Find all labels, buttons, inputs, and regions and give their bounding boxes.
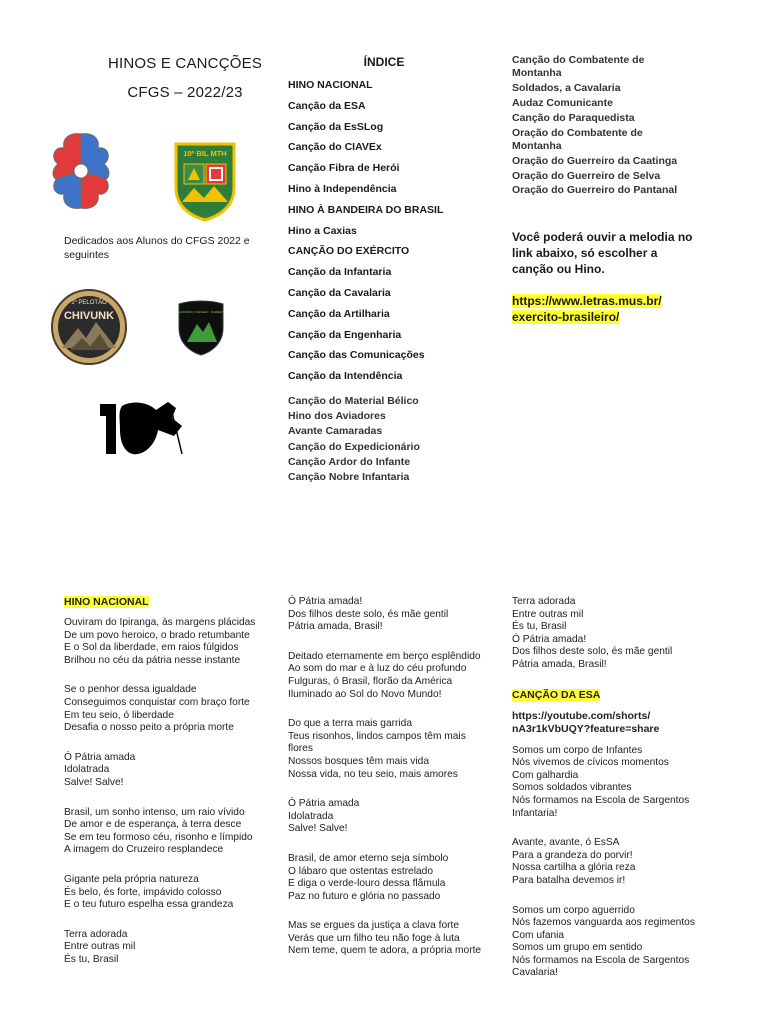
stanza: Mas se ergues da justiça a clava forte Verás que um filho teu não foge à luta Nem teme, quem te adora, a própria morte xyxy=(288,920,482,957)
peloton-top-text: 1º PELOTÃO xyxy=(71,300,107,306)
index-item-hino-independencia[interactable]: Hino à Independência xyxy=(288,182,397,195)
index-item-cavalaria[interactable]: Canção da Cavalaria xyxy=(288,286,391,299)
peloton-name-text: CHIVUNK xyxy=(63,310,115,322)
stanza: Terra adorada Entre outras mil És tu, Brasil xyxy=(64,928,136,965)
stanza: Terra adorada Entre outras mil És tu, Brasil Ó Pátria amada! Dos filhos deste solo, és mãe gentil Pátria amada, Brasil! xyxy=(512,596,673,670)
index-item-engenharia[interactable]: Canção da Engenharia xyxy=(288,328,402,341)
cross-emblem-logo xyxy=(50,130,112,212)
dedication-text: Dedicados aos Alunos do CFGS 2022 e seguintes xyxy=(64,235,250,261)
index-item-avante-camaradas[interactable]: Avante Camaradas xyxy=(288,425,383,438)
index-item-hino-caxias[interactable]: Hino a Caxias xyxy=(288,224,357,237)
index-item-oracao-caatinga[interactable]: Oração do Guerreiro da Caatinga xyxy=(512,154,678,167)
stanza: Ó Pátria amada Idolatrada Salve! Salve! xyxy=(288,798,360,835)
index-item-oracao-combatente-montanha[interactable]: Oração do Combatente de Montanha xyxy=(512,126,643,152)
stanza: Somos um corpo aguerrido Nós fazemos vanguarda aos regimentos Com ufania Somos um grupo em sentido Nós formamos na Escola de Sargentos Cavalaria! xyxy=(512,904,695,979)
stanza: Avante, avante, ó EsSA Para a grandeza do porvir! Nossa cartilha a glória reza Para batalha devemos ir! xyxy=(512,837,636,886)
index-item-hino-bandeira[interactable]: HINO À BANDEIRA DO BRASIL xyxy=(288,203,444,216)
index-item-hino-nacional[interactable]: HINO NACIONAL xyxy=(288,79,373,91)
stanza: Brasil, um sonho intenso, um raio vívido De amor e de esperança, à terra desce Se em teu formoso céu, risonho e límpido A imagem do Cruzeiro resplandece xyxy=(64,806,253,856)
index-item-material-belico[interactable]: Canção do Material Bélico xyxy=(288,395,419,407)
index-item-paraquedista[interactable]: Canção do Paraquedista xyxy=(512,111,635,124)
document-title-line2: CFGS – 2022/23 xyxy=(127,84,243,101)
index-item-audaz-comunicante[interactable]: Audaz Comunicante xyxy=(512,96,613,109)
peloton-badge-logo xyxy=(50,288,128,366)
index-item-ardor-infante[interactable]: Canção Ardor do Infante xyxy=(288,455,411,468)
index-item-comunicacoes[interactable]: Canção das Comunicações xyxy=(288,349,425,362)
melody-link-line2[interactable]: exercito-brasileiro/ xyxy=(512,310,620,324)
index-item-oracao-selva[interactable]: Oração do Guerreiro de Selva xyxy=(512,169,661,182)
stanza: Somos um corpo de Infantes Nós vivemos de cívicos momentos Com galhardia Somos soldados vibrantes Nós formamos na Escola de Sargentos Infantaria! xyxy=(512,744,690,819)
index-item-intendencia[interactable]: Canção da Intendência xyxy=(288,370,403,383)
melody-note: Você poderá ouvir a melodia no link abaixo, só escolher a canção ou Hino. xyxy=(512,230,693,276)
raiders-shield-text: ALMANDO O DESEJO · RAIDERS xyxy=(177,310,225,314)
index-item-nobre-infantaria[interactable]: Canção Nobre Infantaria xyxy=(288,471,410,484)
raiders-shield-logo xyxy=(177,300,225,356)
melody-link-line1[interactable]: https://www.letras.mus.br/ xyxy=(512,294,662,308)
index-list-right xyxy=(512,54,682,199)
index-list-continued xyxy=(288,394,488,485)
index-item-oracao-pantanal[interactable]: Oração do Guerreiro do Pantanal xyxy=(512,184,678,197)
youtube-link[interactable]: https://youtube.com/shorts/ nA3r1kVbUQY?feature=share xyxy=(512,709,660,735)
stanza: Ouviram do Ipiranga, às margens plácidas De um povo heroico, o brado retumbante E o Sol da liberdade, em raios fúlgidos Brilhou no céu da pátria nesse instante xyxy=(64,617,256,666)
document-title-line1: HINOS E CANCÇÕES xyxy=(107,55,263,72)
stanza: Deitado eternamente em berço esplêndido Ao som do mar e à luz do céu profundo Fulguras, ó Brasil, florão da América Iluminado ao Sol do Novo Mundo! xyxy=(288,650,481,700)
index-title: ÍNDICE xyxy=(363,55,405,69)
index-item-hino-aviadores[interactable]: Hino dos Aviadores xyxy=(288,410,386,423)
melody-link[interactable] xyxy=(512,293,702,325)
index-item-cancao-ciavex[interactable]: Canção do CIAVEx xyxy=(288,141,382,154)
lyrics-column-1 xyxy=(64,596,264,983)
index-item-soldados-cavalaria[interactable]: Soldados, a Cavalaria xyxy=(512,81,621,94)
stanza: Ó Pátria amada! Dos filhos deste solo, és mãe gentil Pátria amada, Brasil! xyxy=(288,596,449,633)
stanza: Ó Pátria amada Idolatrada Salve! Salve! xyxy=(64,751,136,788)
stanza: Brasil, de amor eterno seja símbolo O lábaro que ostentas estrelado E diga o verde-louro dessa flâmula Paz no futuro e glória no passado xyxy=(288,852,449,902)
lyrics-column-2 xyxy=(288,596,484,975)
index-item-infantaria[interactable]: Canção da Infantaria xyxy=(288,266,392,279)
index-list xyxy=(288,78,488,390)
stanza: Se o penhor dessa igualdade Conseguimos conquistar com braço forte Em teu seio, ó liberdade Desafia o nosso peito a própria morte xyxy=(64,684,250,734)
lyrics-column-3 xyxy=(512,596,712,997)
index-item-combatente-montanha[interactable]: Canção do Combatente de Montanha xyxy=(512,54,645,79)
index-item-cancao-esa[interactable]: Canção da ESA xyxy=(288,99,366,112)
climber-mascot-logo xyxy=(98,396,184,458)
section-heading-hino-nacional: HINO NACIONAL xyxy=(64,596,149,608)
stanza: Do que a terra mais garrida Teus risonhos, lindos campos têm mais flores Nossos bosques têm mais vida Nossa vida, no teu seio, mais amores xyxy=(288,718,466,780)
battalion-shield-logo xyxy=(174,142,236,222)
index-item-expedicionario[interactable]: Canção do Expedicionário xyxy=(288,440,420,453)
index-item-fibra-de-heroi[interactable]: Canção Fibra de Herói xyxy=(288,162,400,175)
stanza: Gigante pela própria natureza És belo, és forte, impávido colosso E o teu futuro espelha essa grandeza xyxy=(64,873,234,911)
index-item-cancao-exercito[interactable]: CANÇÃO DO EXÉRCITO xyxy=(288,245,410,258)
index-item-cancao-esslog[interactable]: Canção da EsSLog xyxy=(288,120,384,133)
index-item-artilharia[interactable]: Canção da Artilharia xyxy=(288,307,390,320)
battalion-badge-text: 10º BIL MTH xyxy=(183,149,227,158)
section-heading-cancao-esa: CANÇÃO DA ESA xyxy=(512,688,601,701)
